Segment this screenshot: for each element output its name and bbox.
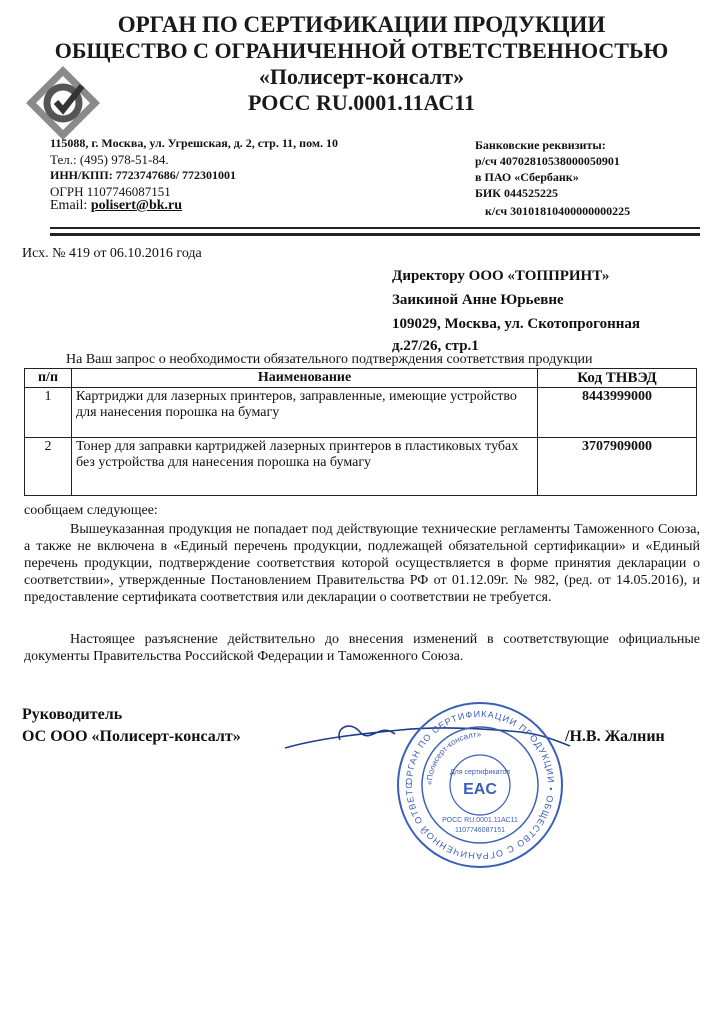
recipient-position: Директору ООО «ТОППРИНТ» — [392, 268, 610, 284]
header-title-4: РОСС RU.0001.11АС11 — [248, 90, 475, 115]
stamp-ring-text: ОРГАН ПО СЕРТИФИКАЦИИ ПРОДУКЦИИ • ОБЩЕСТВО С ОГРАНИЧЕННОЙ ОТВЕТС — [403, 708, 557, 862]
row-number: 1 — [25, 388, 72, 438]
header-divider-bottom — [50, 233, 700, 236]
bank-title: Банковские реквизиты: — [475, 138, 606, 152]
stamp-purpose: Для сертификатов — [449, 769, 511, 776]
inn: ИНН/КПП: 7723747686/ 772301001 — [50, 168, 237, 182]
header-title-1: ОРГАН ПО СЕРТИФИКАЦИИ ПРОДУКЦИИ — [117, 12, 606, 37]
bank-account: р/сч 40702810538000050901 — [475, 154, 620, 168]
column-header-code: Код ТНВЭД — [538, 369, 697, 388]
stamp-inner-text: «Полисерт-консалт» — [424, 729, 482, 786]
row-code: 3707909000 — [538, 438, 697, 496]
signatory-title: Руководитель — [22, 706, 123, 723]
header-title-3: «Полисерт-консалт» — [258, 64, 465, 89]
body-paragraph-1: Вышеуказанная продукция не попадает под действующие технические регламенты Таможенного Союза, а также не включена в «Единый перечень продукции, подлежащей обязательной сертификации» и «Единый перечень продукции, подтверждение соответствия которой осуществляется в форме принятия декларации о соответствии», утвержденные Постановлением Правительства РФ от 01.12.09г. № 982, (ред. от 14.05.2016), и предоставление сертификата соответствия или декларации о соответствии не требуется. — [24, 522, 700, 605]
bank-bik: БИК 044525225 — [475, 186, 558, 200]
recipient-building: д.27/26, стр.1 — [392, 338, 479, 354]
body-intro: сообщаем следующее: — [24, 503, 158, 518]
outgoing-number: Исх. № 419 от 06.10.2016 года — [22, 246, 202, 261]
column-header-name: Наименование — [72, 369, 538, 388]
signatory-organization: ОС ООО «Полисерт-консалт» — [22, 728, 241, 745]
signatory-name: /Н.В. Жалнин — [565, 728, 665, 745]
stamp-ogrn: 1107746087151 — [454, 827, 506, 834]
ogrn: ОГРН 1107746087151 — [50, 184, 171, 199]
svg-text:«Полисерт-консалт» — [425, 730, 482, 785]
request-text: На Ваш запрос о необходимости обязательного подтверждения соответствия продукции — [66, 352, 593, 367]
email-row — [50, 198, 182, 214]
column-header-number: п/п — [25, 369, 72, 388]
header-title-2: ОБЩЕСТВО С ОГРАНИЧЕННОЙ ОТВЕТСТВЕННОСТЬЮ — [54, 38, 669, 63]
header-divider-top — [50, 227, 700, 229]
products-table — [24, 368, 697, 496]
official-stamp — [395, 700, 565, 870]
email-link[interactable]: polisert@bk.ru — [90, 198, 183, 213]
recipient-address: 109029, Москва, ул. Скотопрогонная — [392, 316, 640, 332]
table-row — [25, 438, 697, 496]
row-number: 2 — [25, 438, 72, 496]
address: 115088, г. Москва, ул. Угрешская, д. 2, стр. 11, пом. 10 — [50, 136, 339, 150]
row-code: 8443999000 — [538, 388, 697, 438]
eac-mark: EAC — [463, 781, 497, 798]
bank-name: в ПАО «Сбербанк» — [475, 170, 579, 184]
email-label: Email: — [50, 198, 88, 213]
table-row — [25, 388, 697, 438]
bank-corr-account: к/сч 30101810400000000225 — [485, 204, 631, 218]
row-name: Тонер для заправки картриджей лазерных принтеров в пластиковых тубах без устройства для нанесения порошка на бумагу — [72, 438, 538, 496]
body-paragraph-2: Настоящее разъяснение действительно до внесения изменений в соответствующие официальные документы Правительства Российской Федерации и Таможенного Союза. — [24, 632, 700, 664]
recipient-name: Заикиной Анне Юрьевне — [392, 292, 564, 308]
row-name: Картриджи для лазерных принтеров, заправленные, имеющие устройство для нанесения порошка на бумагу — [72, 388, 538, 438]
stamp-registration: РОСС RU.0001.11АС11 — [442, 817, 518, 824]
table-header-row — [25, 369, 697, 388]
phone: Тел.: (495) 978-51-84. — [50, 152, 169, 167]
